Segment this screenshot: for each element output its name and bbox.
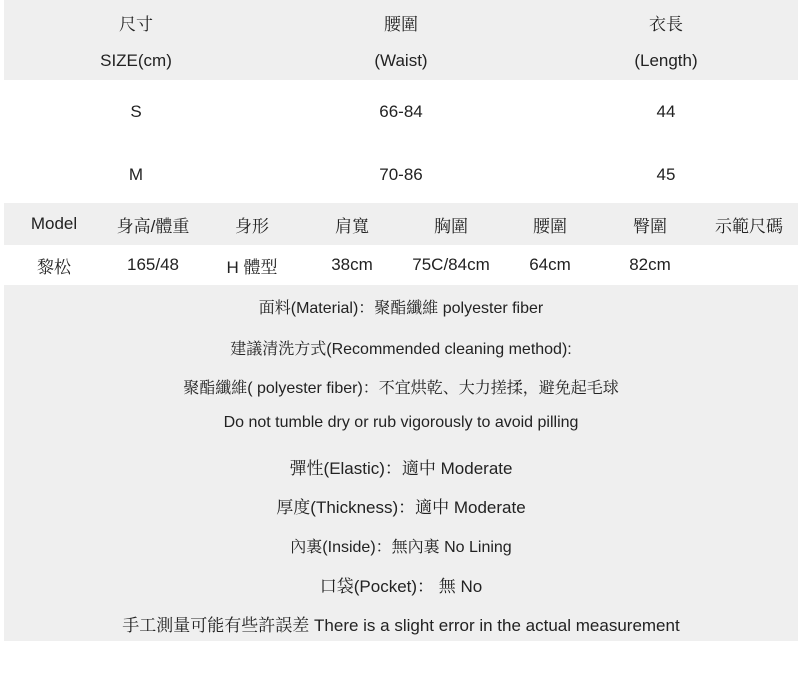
header-sample-size: 示範尺碼 xyxy=(715,216,783,236)
cleaning-heading: 建議清洗方式(Recommended cleaning method): xyxy=(230,341,572,358)
thickness-note: 厚度(Thickness)：適中 Moderate xyxy=(276,498,526,517)
header-body-shape: 身形 xyxy=(235,216,269,236)
model-waist: 64cm xyxy=(529,255,571,274)
cleaning-note-zh: 聚酯纖維( polyester fiber)：不宜烘乾、大力搓揉，避免起毛球 xyxy=(183,380,619,397)
model-table-row xyxy=(4,245,798,285)
pocket-note: 口袋(Pocket)： 無 No xyxy=(319,577,483,596)
elastic-note: 彈性(Elastic)：適中 Moderate xyxy=(289,459,513,478)
measurement-error-note: 手工測量可能有些許誤差 There is a slight error in the actual measurement xyxy=(122,616,680,635)
material-note: 面料(Material)：聚酯纖維 polyester fiber xyxy=(258,300,544,317)
model-body-shape: H 體型 xyxy=(226,257,278,277)
header-waist: 腰圍 xyxy=(533,216,567,236)
size-cell: S xyxy=(130,102,142,121)
size-cell: M xyxy=(128,165,144,184)
size-table-header xyxy=(4,0,798,80)
header-chest: 胸圍 xyxy=(434,216,468,236)
header-size-zh: 尺寸 xyxy=(119,15,153,34)
lining-note: 內裏(Inside)：無內裏 No Lining xyxy=(290,539,512,556)
header-hip: 臀圍 xyxy=(633,216,667,236)
size-table-body xyxy=(4,80,798,202)
header-shoulder: 肩寬 xyxy=(335,216,369,236)
header-size-en: SIZE(cm) xyxy=(100,51,172,70)
length-cell: 44 xyxy=(656,102,676,121)
cleaning-note-en: Do not tumble dry or rub vigorously to avoid pilling xyxy=(223,414,579,431)
header-length-zh: 衣長 xyxy=(649,15,683,34)
header-waist-zh: 腰圍 xyxy=(384,15,418,34)
model-shoulder: 38cm xyxy=(331,255,373,274)
header-length-en: (Length) xyxy=(634,51,698,70)
header-height-weight: 身高/體重 xyxy=(116,216,190,236)
model-table-header xyxy=(4,203,798,245)
product-notes xyxy=(4,285,798,641)
model-height-weight: 165/48 xyxy=(127,255,179,274)
model-chest: 75C/84cm xyxy=(412,255,490,274)
waist-cell: 66-84 xyxy=(379,102,423,121)
model-hip: 82cm xyxy=(629,255,671,274)
model-name: 黎松 xyxy=(37,257,71,277)
header-model: Model xyxy=(30,214,78,233)
header-waist-en: (Waist) xyxy=(374,51,428,70)
length-cell: 45 xyxy=(656,165,676,184)
waist-cell: 70-86 xyxy=(379,165,423,184)
